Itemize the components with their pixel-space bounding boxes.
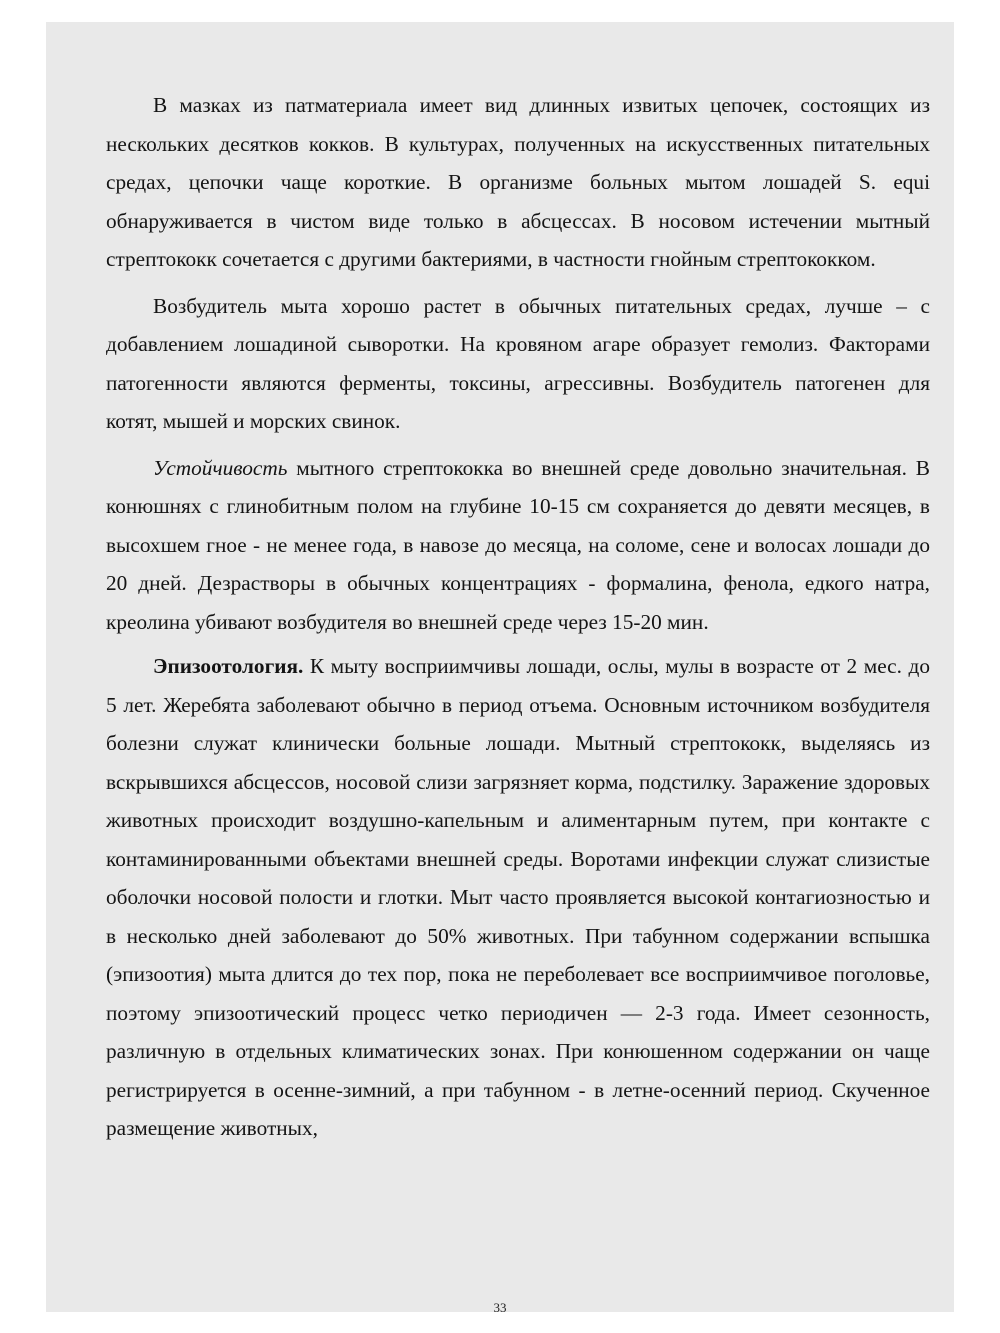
page-number: 33 xyxy=(493,1300,507,1315)
paragraph-cultivation: Возбудитель мыта хорошо растет в обычных питательных средах, лучше – с добавлением лошадиной сыворотки. На кровяном агаре образует гемолиз. Факторами патогенности являются ферменты, токсины, агрессивны. Возбудитель патогенен для котят, мышей и морских свинок. xyxy=(106,293,930,433)
resistance-heading: Устойчивость xyxy=(153,455,288,480)
resistance-text: мытного стрептококка во внешней среде довольно значительная. В конюшнях с глинобитным полом на глубине 10-15 см сохраняется до девяти месяцев, в высохшем гное - не менее года, в навозе до месяца, на соломе, сене и волосах лошади до 20 дней. Дезрастворы в обычных концентрациях - формалина, фенола, едкого натра, креолина убивают возбудителя во внешней среде через 15-20 мин. xyxy=(106,455,930,634)
epizootology-heading: Эпизоотология. xyxy=(153,654,304,678)
paragraph-epizootology xyxy=(106,647,930,1148)
paragraph-morphology: В мазках из патматериала имеет вид длинных извитых цепочек, состоящих из нескольких десятков кокков. В культурах, полученных на искусственных питательных средах, цепочки чаще короткие. В организме больных мытом лошадей S. equi обнаруживается в чистом виде только в абсцессах. В носовом истечении мытный стрептококк сочетается с другими бактериями, в частности гнойным стрептококком. xyxy=(106,93,930,271)
document-body xyxy=(106,86,930,1148)
paragraph-resistance xyxy=(106,449,930,642)
epizootology-text: К мыту восприимчивы лошади, ослы, мулы в возрасте от 2 мес. до 5 лет. Жеребята заболевают обычно в период отъема. Основным источником возбудителя болезни служат клинически больные лошади. Мытный стрептококк, выделяясь из вскрывшихся абсцессов, носовой слизи загрязняет корма, подстилку. Заражение здоровых животных происходит воздушно-капельным и алиментарным путем, при контакте с контаминированными объектами внешней среды. Воротами инфекции служат слизистые оболочки носовой полости и глотки. Мыт часто проявляется высокой контагиозностью и в несколько дней заболевают до 50% животных. При табунном содержании вспышка (эпизоотия) мыта длится до тех пор, пока не переболевает все восприимчивое поголовье, поэтому эпизоотический процесс четко периодичен — 2-3 года. Имеет сезонность, различную в отдельных климатических зонах. При конюшенном содержании он чаще регистрируется в осенне-зимний, а при табунном - в летне-осенний период. Скученное размещение животных, xyxy=(106,654,930,1140)
